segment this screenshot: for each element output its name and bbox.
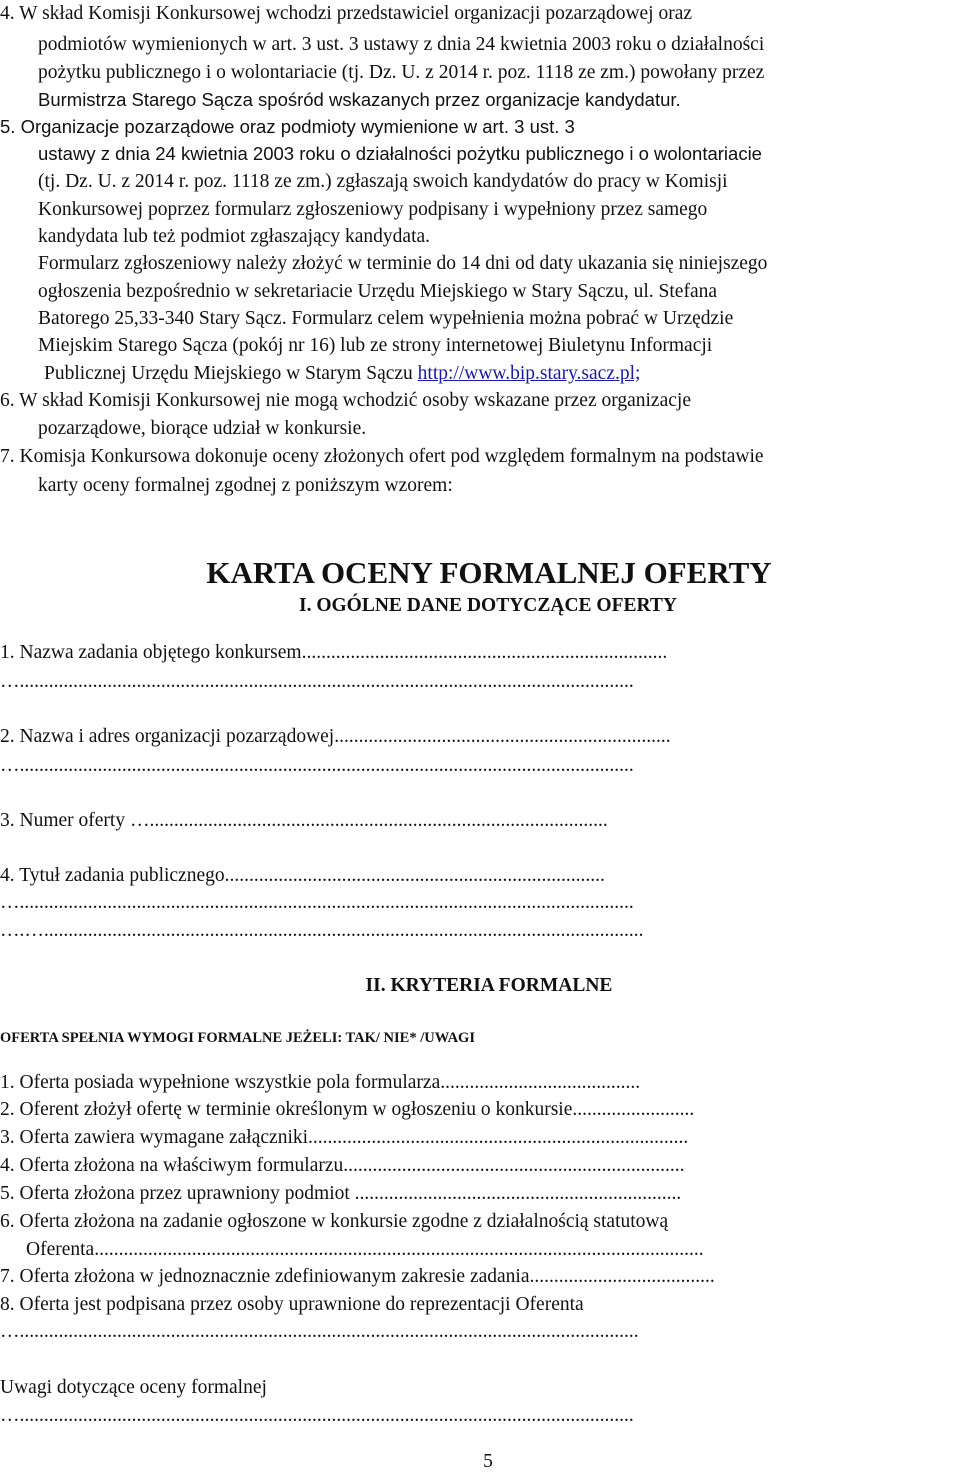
- field-public-task-title-cont-1: …..............................................................................................................................: [0, 893, 634, 913]
- section-2-title: II. KRYTERIA FORMALNE: [365, 975, 613, 996]
- field-org-name-address: 2. Nazwa i adres organizacji pozarządowej.....................................................................: [0, 727, 671, 747]
- item-4-line-4: Burmistrza Starego Sącza spośród wskazanych przez organizacje kandydatur.: [38, 89, 681, 110]
- criterion-8: 8. Oferta jest podpisana przez osoby uprawnione do reprezentacji Oferenta: [0, 1294, 584, 1315]
- criterion-2: 2. Oferent złożył ofertę w terminie określonym w ogłoszeniu o konkursie.........................: [0, 1100, 695, 1120]
- remarks-label: Uwagi dotyczące oceny formalnej: [0, 1377, 267, 1398]
- criterion-6: 6. Oferta złożona na zadanie ogłoszone w konkursie zgodne z działalnością statutową: [0, 1211, 669, 1232]
- item-5-line-9: Miejskim Starego Sącza (pokój nr 16) lub ze strony internetowej Biuletynu Informacji: [38, 335, 713, 356]
- item-7-line-2: karty oceny formalnej zgodnej z poniższym wzorem:: [38, 475, 453, 496]
- item-5-line-7: ogłoszenia bezpośrednio w sekretariacie Urzędu Miejskiego w Stary Sączu, ul. Stefana: [38, 281, 718, 302]
- bip-text: Publicznej Urzędu Miejskiego w Starym Sączu: [44, 363, 418, 384]
- item-7-line-1: 7. Komisja Konkursowa dokonuje oceny złożonych ofert pod względem formalnym na podstawie: [0, 446, 764, 467]
- item-5-line-2: ustawy z dnia 24 kwietnia 2003 roku o działalności pożytku publicznego i o wolontariacie: [38, 143, 762, 164]
- field-org-name-address-cont: …..............................................................................................................................: [0, 756, 634, 776]
- criterion-1: 1. Oferta posiada wypełnione wszystkie pola formularza.........................................: [0, 1073, 641, 1093]
- item-5-line-10: [44, 364, 640, 384]
- criterion-6-cont: Oferenta.............................................................................................................................: [26, 1240, 704, 1260]
- section-1-title: I. OGÓLNE DANE DOTYCZĄCE OFERTY: [299, 595, 677, 616]
- remarks-dots: …..............................................................................................................................: [0, 1406, 634, 1426]
- field-public-task-title: 4. Tytuł zadania publicznego..............................................................................: [0, 866, 605, 886]
- criterion-5: 5. Oferta złożona przez uprawniony podmiot ...................................................................: [0, 1184, 682, 1204]
- item-5-line-3: (tj. Dz. U. z 2014 r. poz. 1118 ze zm.) zgłaszają swoich kandydatów do pracy w Komisji: [38, 171, 728, 192]
- field-offer-number: 3. Numer oferty …..............................................................................................: [0, 811, 608, 831]
- item-5-line-4: Konkursowej poprzez formularz zgłoszeniowy podpisany i wypełniony przez samego: [38, 199, 708, 220]
- criterion-4: 4. Oferta złożona na właściwym formularzu......................................................................: [0, 1156, 685, 1176]
- item-4-line-1: 4. W skład Komisji Konkursowej wchodzi przedstawiciel organizacji pozarządowej oraz: [0, 3, 693, 24]
- item-5-line-5: kandydata lub też podmiot zgłaszający kandydata.: [38, 226, 431, 247]
- criterion-8-cont: …...............................................................................................................................: [0, 1322, 639, 1342]
- item-4-line-2: podmiotów wymienionych w art. 3 ust. 3 ustawy z dnia 24 kwietnia 2003 roku o działalności: [38, 34, 765, 55]
- field-public-task-title-cont-2: ….…...........................................................................................................................: [0, 921, 644, 941]
- item-5-line-8: Batorego 25,33-340 Stary Sącz. Formularz celem wypełnienia można pobrać w Urzędzie: [38, 308, 734, 329]
- item-6-line-2: pozarządowe, biorące udział w konkursie.: [38, 418, 367, 439]
- criteria-header: OFERTA SPEŁNIA WYMOGI FORMALNE JEŻELI: TAK/ NIE* /UWAGI: [0, 1030, 475, 1046]
- item-5-line-6: Formularz zgłoszeniowy należy złożyć w terminie do 14 dni od daty ukazania się niniejszego: [38, 253, 768, 274]
- field-task-name-cont: …..............................................................................................................................: [0, 672, 634, 692]
- criterion-3: 3. Oferta zawiera wymagane załączniki..............................................................................: [0, 1128, 689, 1148]
- item-5-line-1: 5. Organizacje pozarządowe oraz podmioty wymienione w art. 3 ust. 3: [0, 116, 575, 137]
- field-task-name: 1. Nazwa zadania objętego konkursem...........................................................................: [0, 643, 668, 663]
- form-title: KARTA OCENY FORMALNEJ OFERTY: [206, 555, 772, 590]
- page-number: 5: [483, 1451, 493, 1472]
- bip-link[interactable]: http://www.bip.stary.sacz.pl;: [417, 363, 641, 384]
- criterion-7: 7. Oferta złożona w jednoznacznie zdefiniowanym zakresie zadania......................................: [0, 1267, 715, 1287]
- item-4-line-3: pożytku publicznego i o wolontariacie (tj. Dz. U. z 2014 r. poz. 1118 ze zm.) powołany przez: [38, 62, 765, 83]
- item-6-line-1: 6. W skład Komisji Konkursowej nie mogą wchodzić osoby wskazane przez organizacje: [0, 390, 691, 411]
